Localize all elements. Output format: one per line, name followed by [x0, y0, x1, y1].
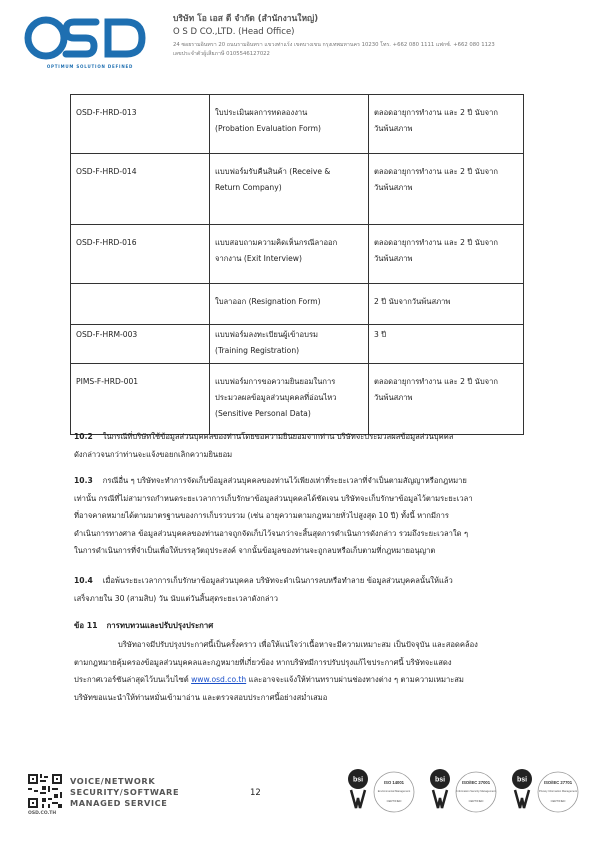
- form-code: OSD-F-HRM-003: [71, 325, 210, 364]
- retention-period: ตลอดอายุการทำงาน และ 2 ปี นับจาก วันพ้นสภาพ: [369, 95, 524, 154]
- table-row: [71, 95, 524, 154]
- table-row: [71, 225, 524, 284]
- page-number: 12: [250, 788, 261, 798]
- company-address: 24 ซอยรามอินทรา 20 ถนนรามอินทรา แขวงท่าแร้ง เขตบางเขน กรุงเทพมหานคร 10230 โทร. +662 080 1111 แฟกซ์. +662 080 1123: [173, 42, 495, 48]
- check-mark-icon: [515, 790, 529, 808]
- clause-number: 10.2: [74, 432, 93, 441]
- bsi-label: bsi: [352, 776, 364, 784]
- clause-number: 10.4: [74, 576, 93, 585]
- table-row: [71, 284, 524, 325]
- bsi-label: bsi: [434, 776, 446, 784]
- bsi-cert-badge: [348, 769, 414, 812]
- form-name: แบบฟอร์มรับคืนสินค้า (Receive & Return Company): [210, 154, 369, 225]
- bsi-cert-badge: [430, 769, 496, 812]
- retention-period: 2 ปี นับจากวันพ้นสภาพ: [369, 284, 524, 325]
- table-row: [71, 325, 524, 364]
- osd-logo: [22, 12, 154, 72]
- certification-badges: [342, 768, 587, 814]
- section-11-body: บริษัทอาจมีปรับปรุงประกาศนี้เป็นครั้งคราว เพื่อให้แน่ใจว่าเนื้อหาจะมีความเหมาะสม เป็นปัจจุบัน และสอดคล้อง ตามกฎหมายคุ้มครองข้อมูลส่วนบุคคลและกฎหมายที่เกี่ยวข้อง หากบริษัทมีการปรับปรุงแก้ไขประกาศนี้ บริษัทจะแสดง ประกาศเวอร์ชันล่าสุดไว้บนเว็บไซต์ www.osd.co.th และอาจจะแจ้งให้ท่านทราบผ่านช่องทางต่าง ๆ ตามความเหมาะสม บริษัทขอแนะนำให้ท่านหมั่นเข้ามาอ่าน และตรวจสอบประกาศนี้อย่างสม่ำเสมอ: [74, 640, 478, 702]
- cert-standard: ISO/IEC 27701: [543, 780, 573, 785]
- cert-status: CERTIFIED: [550, 799, 566, 803]
- logo-tagline: OPTIMUM SOLUTION DEFINED: [46, 64, 134, 69]
- form-name: แบบสอบถามความคิดเห็นกรณีลาออก จากงาน (Exit Interview): [210, 225, 369, 284]
- clause-10-2: 10.2 ในกรณีที่บริษัทใช้ข้อมูลส่วนบุคคลของท่านโดยขอความยินยอมจากท่าน บริษัทจะประมวลผลข้อมูลส่วนบุคคล ดังกล่าวจนกว่าท่านจะแจ้งขอยกเลิกความยินยอม: [74, 432, 454, 459]
- clause-10-4: 10.4 เมื่อพ้นระยะเวลาการเก็บรักษาข้อมูลส่วนบุคคล บริษัทจะดำเนินการลบหรือทำลาย ข้อมูลส่วนบุคคลนั้นให้แล้ว เสร็จภายใน 30 (สามสิบ) วัน นับแต่วันสิ้นสุดระยะเวลาดังกล่าว: [74, 576, 453, 603]
- cert-scope: Privacy Information Management: [538, 790, 578, 793]
- cert-scope: Information Security Management: [456, 790, 496, 793]
- company-tax-id: เลขประจำตัวผู้เสียภาษี 0105546127022: [173, 51, 270, 57]
- form-code: OSD-F-HRD-014: [71, 154, 210, 225]
- check-mark-icon: [433, 790, 447, 808]
- table-row: [71, 364, 524, 435]
- table-row: [71, 154, 524, 225]
- clause-number: 10.3: [74, 476, 93, 485]
- retention-period: ตลอดอายุการทำงาน และ 2 ปี นับจาก วันพ้นสภาพ: [369, 225, 524, 284]
- bsi-label: bsi: [516, 776, 528, 784]
- company-info: [173, 12, 593, 59]
- company-name-th: บริษัท โอ เอส ดี จำกัด (สำนักงานใหญ่): [173, 14, 319, 24]
- company-name-en: O S D CO.,LTD. (Head Office): [173, 27, 295, 37]
- bsi-cert-badge: [512, 769, 578, 812]
- retention-period: ตลอดอายุการทำงาน และ 2 ปี นับจาก วันพ้นสภาพ: [369, 154, 524, 225]
- form-code: OSD-F-HRD-013: [71, 95, 210, 154]
- form-code: OSD-F-HRD-016: [71, 225, 210, 284]
- form-name: ใบประเมินผลการทดลองงาน (Probation Evaluation Form): [210, 95, 369, 154]
- cert-standard: ISO/IEC 27001: [461, 780, 491, 785]
- form-code: [71, 284, 210, 325]
- cert-status: CERTIFIED: [386, 799, 402, 803]
- section-title: การทบทวนและปรับปรุงประกาศ: [106, 621, 214, 630]
- clause-10-3: 10.3 กรณีอื่น ๆ บริษัทจะทำการจัดเก็บข้อมูลส่วนบุคคลของท่านไว้เพียงเท่าที่ระยะเวลาที่จำเป็นตามสัญญาหรือกฎหมาย เท่านั้น กรณีที่ไม่สามารถกำหนดระยะเวลาการเก็บรักษาข้อมูลส่วนบุคคลได้ชัดเจน บริษัทจะเก็บรักษาข้อมูลไว้ตามระยะเวลา ที่อาจคาดหมายได้ตามมาตรฐานของการเก็บรวบรวม (เช่น อายุความตามกฎหมายทั่วไปสูงสุด 10 ปี) ทั้งนี้ หากมีการ ดำเนินการทางศาล ข้อมูลส่วนบุคคลของท่านอาจถูกจัดเก็บไว้จนกว่าจะสิ้นสุดการดำเนินการดังกล่าว รวมถึงระยะเวลาใด ๆ ในการดำเนินการที่จำเป็นเพื่อให้บรรลุวัตถุประสงค์ จากนั้นข้อมูลของท่านจะถูกลบหรือเก็บตามที่กฎหมายอนุญาต: [74, 476, 473, 556]
- section-11-heading: [74, 620, 213, 632]
- check-mark-icon: [351, 790, 365, 808]
- footer-slogan: VOICE/NETWORK SECURITY/SOFTWARE MANAGED SERVICE: [70, 776, 180, 808]
- form-name: แบบฟอร์มลงทะเบียนผู้เข้าอบรม (Training Registration): [210, 325, 369, 364]
- section-number: ข้อ 11: [74, 621, 98, 630]
- retention-period: ตลอดอายุการทำงาน และ 2 ปี นับจาก วันพ้นสภาพ: [369, 364, 524, 435]
- cert-standard: ISO 14001: [383, 780, 405, 785]
- qr-code: [28, 774, 62, 808]
- cert-scope: Environmental Management: [377, 790, 411, 793]
- form-name: แบบฟอร์มการขอความยินยอมในการ ประมวลผลข้อมูลส่วนบุคคลที่อ่อนไหว (Sensitive Personal Data): [210, 364, 369, 435]
- form-code: PIMS-F-HRD-001: [71, 364, 210, 435]
- qr-url: OSD.CO.TH: [28, 811, 57, 816]
- retention-table: [70, 94, 524, 435]
- website-link[interactable]: www.osd.co.th: [191, 675, 247, 685]
- cert-status: CERTIFIED: [468, 799, 484, 803]
- retention-period: 3 ปี: [369, 325, 524, 364]
- form-name: ใบลาออก (Resignation Form): [210, 284, 369, 325]
